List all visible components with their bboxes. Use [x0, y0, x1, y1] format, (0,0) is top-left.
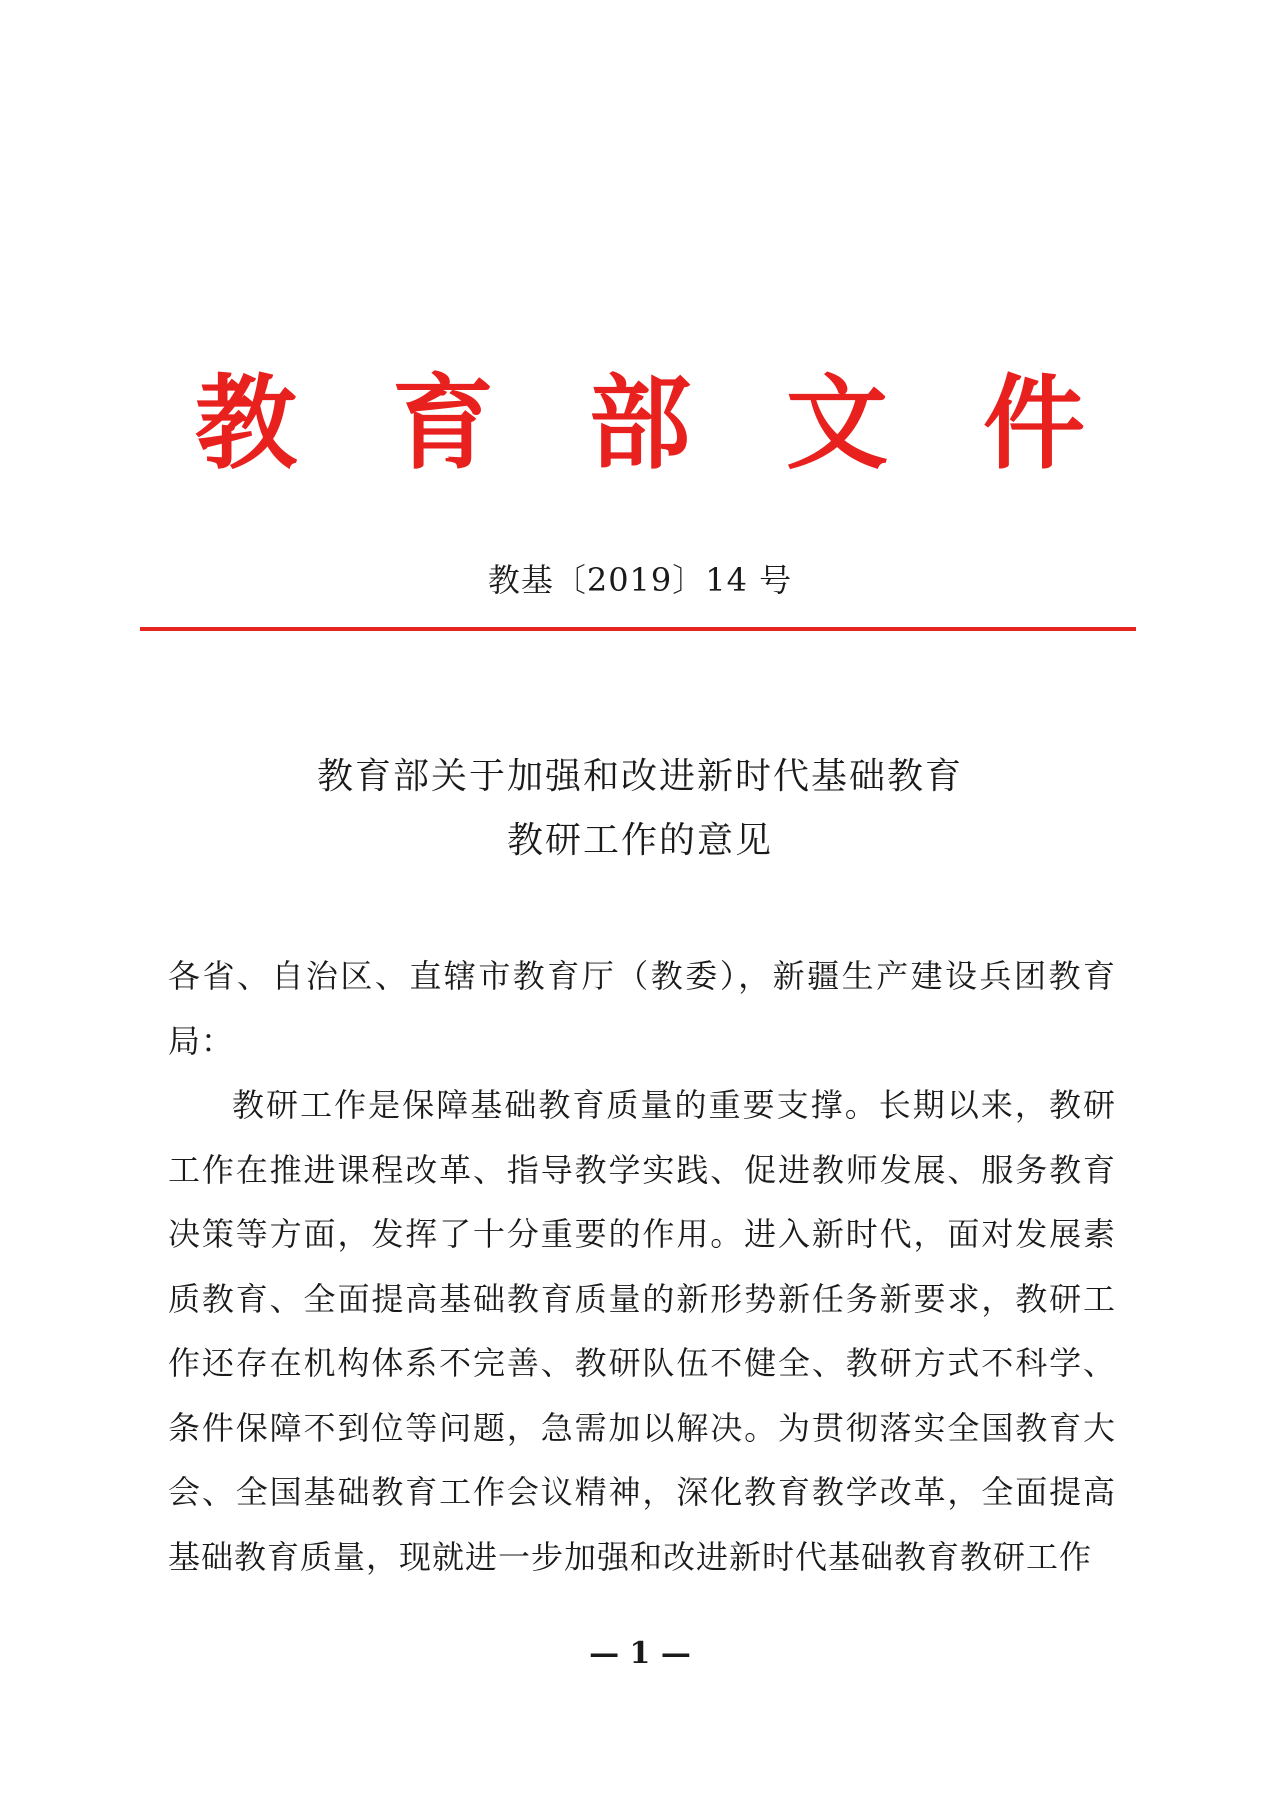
header-char: 教: [195, 365, 297, 484]
red-divider-line: [140, 627, 1136, 631]
header-char: 部: [589, 365, 691, 484]
document-title: [0, 745, 1280, 873]
title-line-1: 教育部关于加强和改进新时代基础教育: [316, 756, 963, 797]
header-char: 育: [392, 365, 494, 484]
header-char: 件: [983, 365, 1085, 484]
red-header: [0, 365, 1280, 485]
paragraph: 教研工作是保障基础教育质量的重要支撑。长期以来，教研工作在推进课程改革、指导教学实践、促进教师发展、服务教育决策等方面，发挥了十分重要的作用。进入新时代，面对发展素质教育、全面提高基础教育质量的新形势新任务新要求，教研工作还存在机构体系不完善、教研队伍不健全、教研方式不科学、条件保障不到位等问题，急需加以解决。为贯彻落实全国教育大会、全国基础教育工作会议精神，深化教育教学改革，全面提高基础教育质量，现就进一步加强和改进新时代基础教育教研工作: [168, 1086, 1116, 1576]
document-number: 教基〔2019〕14 号: [487, 561, 793, 599]
header-char: 文: [786, 365, 888, 484]
document-body: [168, 944, 1116, 1589]
title-line-2: 教研工作的意见: [506, 820, 773, 861]
page-number: — 1 —: [589, 1636, 691, 1671]
salutation: 各省、自治区、直辖市教育厅（教委），新疆生产建设兵团教育局：: [168, 957, 1116, 1060]
